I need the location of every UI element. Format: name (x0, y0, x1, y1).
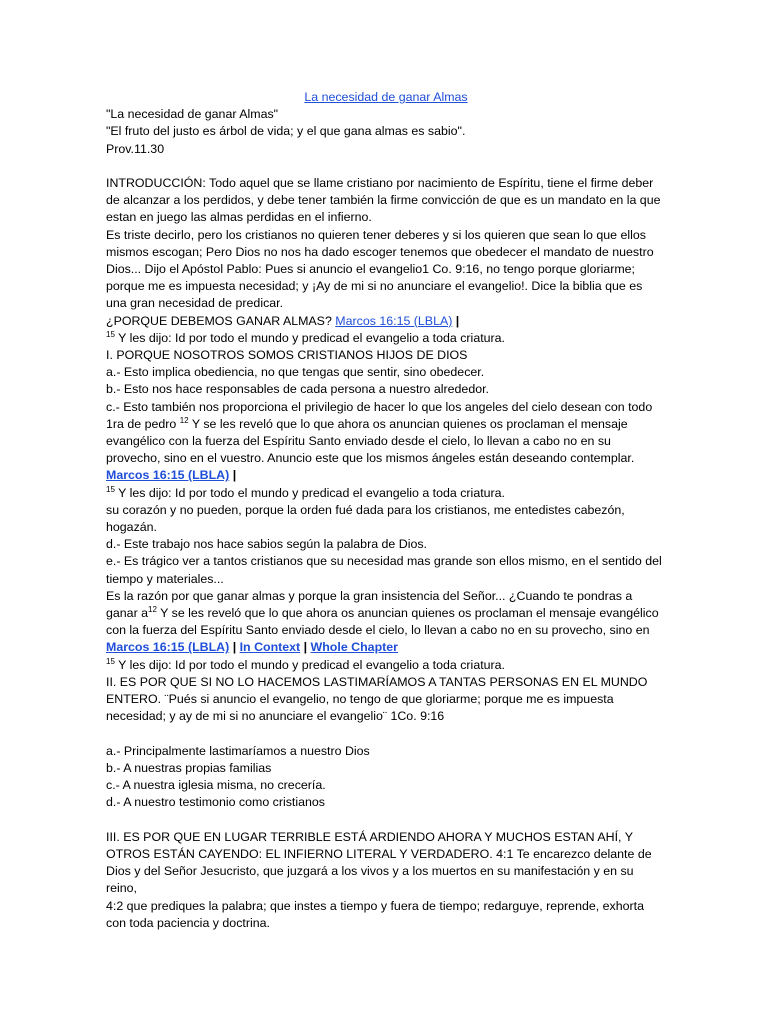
verse-number: 12 (179, 415, 189, 425)
separator: | (300, 640, 311, 655)
section-2-item-a: a.- Principalmente lastimaríamos a nuestro Dios (106, 743, 370, 758)
verse-number: 12 (148, 604, 157, 614)
title-line (106, 89, 666, 106)
reference-line (106, 467, 666, 484)
verse-text: Y les dijo: Id por todo el mundo y predicad el evangelio a toda criatura. (114, 485, 505, 500)
marcos-link[interactable]: Marcos 16:15 (LBLA) (106, 468, 230, 483)
item-c-text: c.- Esto también nos proporciona el privilegio de hacer lo que los angeles del cielo desean con todo 1ra de pedro (106, 399, 653, 431)
question-line (106, 313, 666, 330)
section-1-item-e: e.- Es trágico ver a tantos cristianos que su necesidad mas grande son ellos mismo, en el sentido del tiempo y materiales... (106, 554, 662, 586)
marcos-link[interactable]: Marcos 16:15 (LBLA) (335, 313, 453, 328)
intro-paragraph-2: Es triste decirlo, pero los cristianos no quieren tener deberes y si los quieren que sean lo que ellos mismos escogan; Pero Dios no nos ha dado escoger tenemos que obedecer el mandato de nuestro Dios... Dijo el Apóstol Pablo: Pues si anuncio el evangelio1 Co. 9:16, no tengo porque gloriarme; porque me es impuesta necesidad; y ¡Ay de mi si no anunciare el evangelio!. Dice la biblia que es una gran necesidad de predicar. (106, 227, 654, 311)
section-2-item-b: b.- A nuestras propias familias (106, 760, 272, 775)
verse-number: 15 (106, 656, 115, 666)
header-line-2: "El fruto del justo es árbol de vida; y el que gana almas es sabio". (106, 124, 466, 139)
verse-number: 15 (106, 329, 115, 339)
header-line-1: "La necesidad de ganar Almas" (106, 107, 279, 122)
reason-paragraph (106, 588, 666, 640)
section-1-item-d: d.- Este trabajo nos hace sabios según la palabra de Dios. (106, 537, 427, 552)
question-text: ¿PORQUE DEBEMOS GANAR ALMAS? (106, 313, 336, 328)
marcos-link[interactable]: Marcos 16:15 (LBLA) (106, 640, 230, 655)
spacer (106, 158, 666, 175)
document-page (106, 89, 666, 932)
links-line (106, 639, 666, 656)
separator: | (229, 640, 240, 655)
section-2-item-c: c.- A nuestra iglesia misma, no crecería. (106, 778, 326, 793)
separator: | (452, 313, 460, 328)
verse-text: Y les dijo: Id por todo el mundo y predicad el evangelio a toda criatura. (114, 330, 505, 345)
spacer (106, 812, 666, 829)
separator: | (229, 468, 237, 483)
section-3-paragraph: III. ES POR QUE EN LUGAR TERRIBLE ESTÁ ARDIENDO AHORA Y MUCHOS ESTAN AHÍ, Y OTROS ESTÁN CAYENDO: EL INFIERNO LITERAL Y VERDADERO. 4:1 Te encarezco delante de Dios y del Señor Jesucristo, que juzgará a los vivos y a los muertos en su manifestación y en su reino, (106, 829, 652, 896)
reason-verse: Y se les reveló que lo que ahora os anuncian quienes os proclaman el mensaje evangélico con la fuerza del Espíritu Santo enviado desde el cielo, lo llevan a cabo no en su provecho, sino en (106, 606, 659, 638)
intro-paragraph: INTRODUCCIÓN: Todo aquel que se llame cristiano por nacimiento de Espíritu, tiene el firme deber de alcanzar a los perdidos, y debe tener también la firme convicción de que es un mandato en la que estan en juego las almas perdidas en el infierno. (106, 176, 661, 225)
title-link[interactable]: La necesidad de ganar Almas (304, 90, 468, 104)
header-line-3: Prov.11.30 (106, 141, 165, 156)
whole-chapter-link[interactable]: Whole Chapter (310, 640, 398, 655)
item-c-verse: Y se les reveló que lo que ahora os anuncian quienes os proclaman el mensaje evangélico con la fuerza del Espíritu Santo enviado desde el cielo, lo llevan a cabo no en su provecho, sino en el vuestro. Anuncio este que los mismos ángeles están deseando contemplar. (106, 416, 635, 466)
verse-text: Y les dijo: Id por todo el mundo y predicad el evangelio a toda criatura. (114, 657, 505, 672)
verse-line (106, 657, 666, 674)
section-2-heading: II. ES POR QUE SI NO LO HACEMOS LASTIMARÍAMOS A TANTAS PERSONAS EN EL MUNDO ENTERO. ¨Pués si anuncio el evangelio, no tengo de que gloriarme; porque me es impuesta necesidad; y ay de mi si no anunciare el evangelio¨ 1Co. 9:16 (106, 674, 648, 724)
section-2-item-d: d.- A nuestro testimonio como cristianos (106, 795, 326, 810)
section-1-item-b: b.- Esto nos hace responsables de cada persona a nuestro alrededor. (106, 382, 489, 397)
section-3-paragraph-2: 4:2 que prediques la palabra; que instes a tiempo y fuera de tiempo; redarguye, reprende, exhorta con toda paciencia y doctrina. (106, 898, 644, 930)
reason-text: Es la razón por que ganar almas y porque la gran insistencia del Señor... ¿Cuando te pondras a ganar a (106, 588, 633, 621)
section-1-heading: I. PORQUE NOSOTROS SOMOS CRISTIANOS HIJOS DE DIOS (106, 348, 468, 363)
section-1-item-a: a.- Esto implica obediencia, no que tengas que sentir, sino obedecer. (106, 365, 485, 380)
section-1-item-c (106, 399, 666, 468)
verse-line (106, 330, 666, 347)
verse-line (106, 485, 666, 502)
in-context-link[interactable]: In Context (239, 640, 301, 655)
spacer (106, 726, 666, 743)
verse-number: 15 (106, 484, 115, 494)
continuation-text: su corazón y no pueden, porque la orden fué dada para los cristianos, me entedistes cabezón, hogazán. (106, 502, 625, 535)
